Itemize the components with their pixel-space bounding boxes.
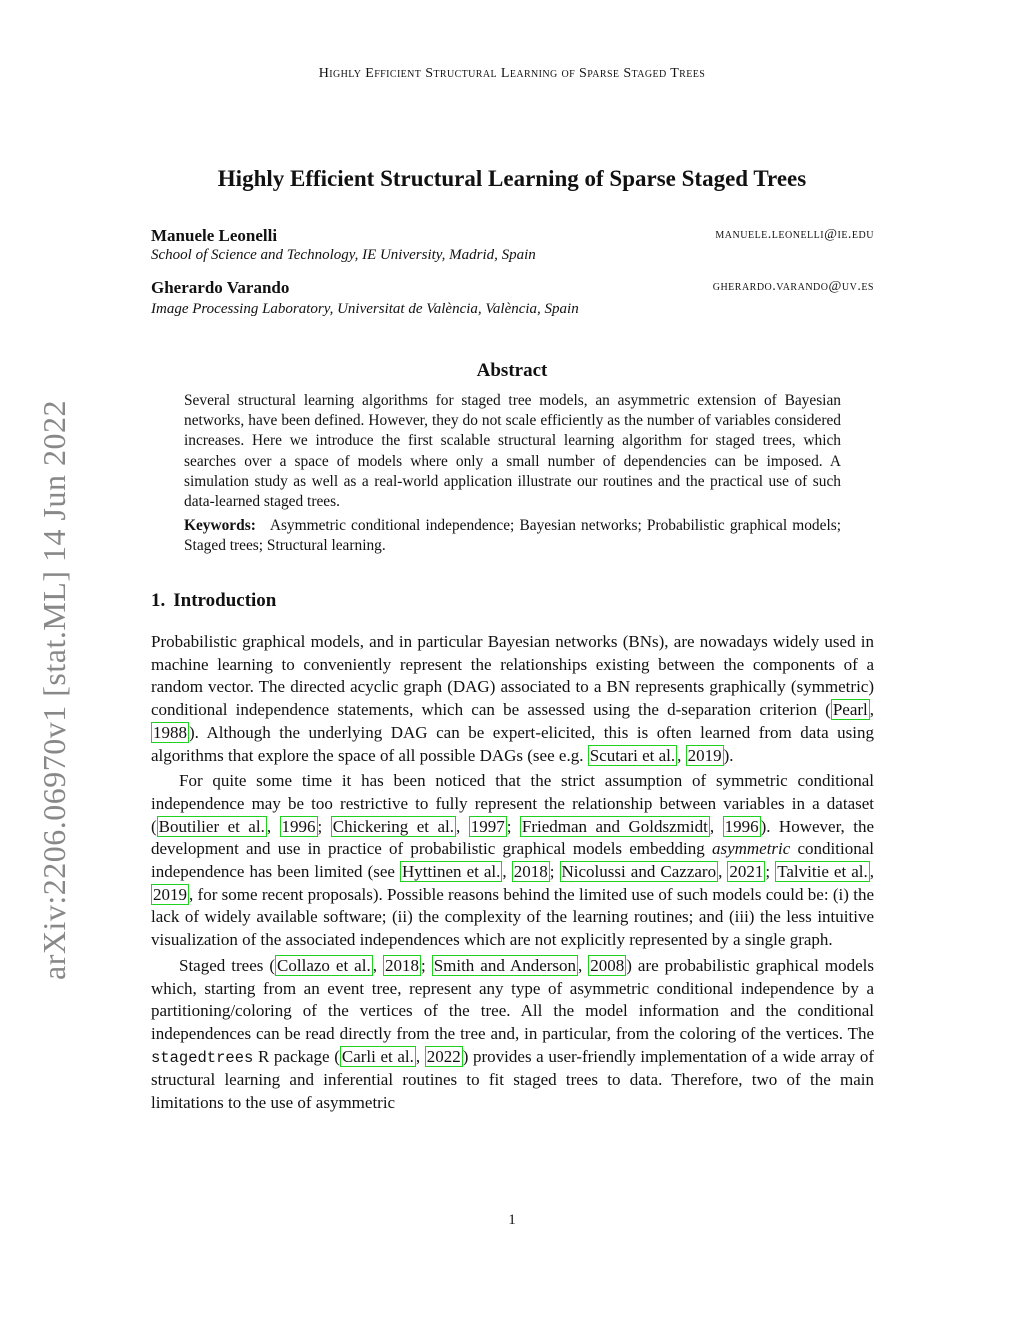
citation-link[interactable]: Smith and Anderson: [433, 955, 577, 975]
citation-link[interactable]: Pearl: [832, 700, 868, 720]
abstract-heading: Abstract: [476, 360, 548, 381]
author-email[interactable]: manuele.leonelli@ie.edu: [715, 227, 874, 242]
citation-link[interactable]: 2019: [687, 745, 722, 765]
citation-link[interactable]: Carli et al.: [341, 1046, 414, 1066]
text-run: ,: [455, 816, 469, 836]
citation-link[interactable]: Nicolussi and Cazzaro: [561, 862, 717, 882]
introduction-body: [151, 631, 874, 1115]
text-run: , for some recent proposals). Possible reasons behind the limited use of such models could be: (i) the lack of widely available software; (ii) the complexity of the learning routines; and (iii) the less intuitive visualization of the associated independences which are not explicitly represented by a single graph.: [151, 884, 874, 950]
text-run: ;: [549, 862, 560, 882]
citation-link[interactable]: Collazo et al.: [277, 955, 371, 975]
citation-link[interactable]: 2021: [729, 862, 764, 882]
text-run: ;: [506, 816, 520, 836]
citation-link[interactable]: 1996: [281, 816, 316, 836]
text-run: ,: [709, 816, 723, 836]
text-run: ;: [765, 862, 776, 882]
text-run: ,: [266, 816, 280, 836]
page-number: 1: [508, 1212, 516, 1228]
section-number: 1.: [151, 590, 166, 611]
author-2: [151, 278, 874, 302]
citation-link[interactable]: Talvitie et al.: [777, 862, 868, 882]
text-run: ,: [578, 955, 589, 975]
text-run: ) are probabilistic graphical models which, starting from an event tree, represent any type of asymmetric conditional independence by a partitioning/coloring of the vertices of the tree. All the model information and the conditional independences can be read directly from the tree and, in particular, from the coloring of the vertices. The: [151, 955, 875, 1043]
section-title: Introduction: [173, 590, 277, 611]
text-run: ;: [317, 816, 331, 836]
citation-link[interactable]: 1996: [724, 816, 759, 836]
citation-link[interactable]: Friedman and Goldszmidt: [521, 816, 708, 836]
text-run: Staged trees (: [179, 955, 276, 975]
abstract-text: Several structural learning algorithms for staged tree models, an asymmetric extension of Bayesian networks, have been defined. However, they do not scale efficiently as the number of variables considered increases. Here we introduce the first scalable structural learning algorithm for staged trees, which searches over a space of models where only a small number of dependencies can be imposed. A simulation study as well as a real-world application illustrate our routines and the practical use of such data-learned staged trees.: [184, 392, 841, 511]
text-run: ;: [420, 955, 432, 975]
citation-link[interactable]: Hyttinen et al.: [402, 862, 501, 882]
arxiv-stamp: arXiv:2206.06970v1 [stat.ML] 14 Jun 2022: [36, 400, 72, 980]
keywords-label: Keywords:: [184, 517, 256, 534]
running-head: Highly Efficient Structural Learning of Sparse Staged Trees: [318, 66, 706, 81]
text-run: ,: [502, 862, 512, 882]
citation-link[interactable]: 2022: [426, 1046, 461, 1066]
paragraph-2: [151, 770, 874, 952]
citation-link[interactable]: 2019: [153, 884, 187, 904]
paper-title: Highly Efficient Structural Learning of Sparse Staged Trees: [217, 166, 807, 191]
paragraph-1: [151, 631, 874, 767]
citation-link[interactable]: Boutilier et al.: [158, 816, 265, 836]
text-run: ).: [723, 745, 734, 765]
author-affiliation: Image Processing Laboratory, Universitat de València, València, Spain: [151, 301, 579, 317]
text-run: ,: [372, 955, 383, 975]
emphasis: asymmetric: [711, 839, 791, 859]
keywords-list: Asymmetric conditional independence; Bayesian networks; Probabilistic graphical models; Staged trees; Structural learning.: [184, 517, 841, 555]
citation-link[interactable]: Scutari et al.: [589, 745, 676, 765]
citation-link[interactable]: 2018: [513, 862, 548, 882]
author-name: Gherardo Varando: [151, 278, 290, 297]
author-email[interactable]: gherardo.varando@uv.es: [712, 279, 874, 294]
text-run: ,: [869, 700, 874, 720]
citation-link[interactable]: 1988: [153, 722, 187, 742]
text-run: ). However, the development and use in practice of probabilistic graphical models embedding: [151, 816, 875, 859]
keywords: [184, 516, 841, 556]
package-name: stagedtrees: [151, 1048, 254, 1067]
citation-link[interactable]: 1997: [470, 816, 505, 836]
text-run: ). Although the underlying DAG can be expert-elicited, this is often learned from data using algorithms that explore the space of all possible DAGs (see e.g.: [151, 722, 874, 765]
text-run: ,: [869, 862, 875, 882]
text-run: ,: [718, 862, 728, 882]
text-run: ,: [677, 745, 686, 765]
author-affiliation: School of Science and Technology, IE University, Madrid, Spain: [151, 247, 536, 263]
section-heading: [151, 590, 276, 612]
author-name: Manuele Leonelli: [151, 226, 278, 245]
citation-link[interactable]: Chickering et al.: [332, 816, 454, 836]
citation-link[interactable]: 2018: [384, 955, 419, 975]
text-run: R package (: [253, 1046, 340, 1066]
text-run: Probabilistic graphical models, and in particular Bayesian networks (BNs), are nowadays widely used in machine learning to conveniently represent the relationships existing between the components of a random vector. The directed acyclic graph (DAG) associated to a BN represents graphically (symmetric) conditional independence statements, which can be assessed using the d-separation criterion (: [151, 632, 874, 720]
text-run: ,: [415, 1046, 425, 1066]
text-run: ) provides a user-friendly implementation of a wide array of structural learning and inferential routines to fit staged trees to data. Therefore, two of the main limitations to the use of asymmetric: [151, 1046, 875, 1113]
citation-link[interactable]: 2008: [590, 955, 625, 975]
text-run: For quite some time it has been noticed that the strict assumption of symmetric conditional independence may be too restrictive to fully represent the relationship between variables in a dataset (: [151, 771, 874, 836]
text-run: conditional independence has been limited (see: [151, 839, 875, 882]
paragraph-3: [151, 955, 874, 1115]
